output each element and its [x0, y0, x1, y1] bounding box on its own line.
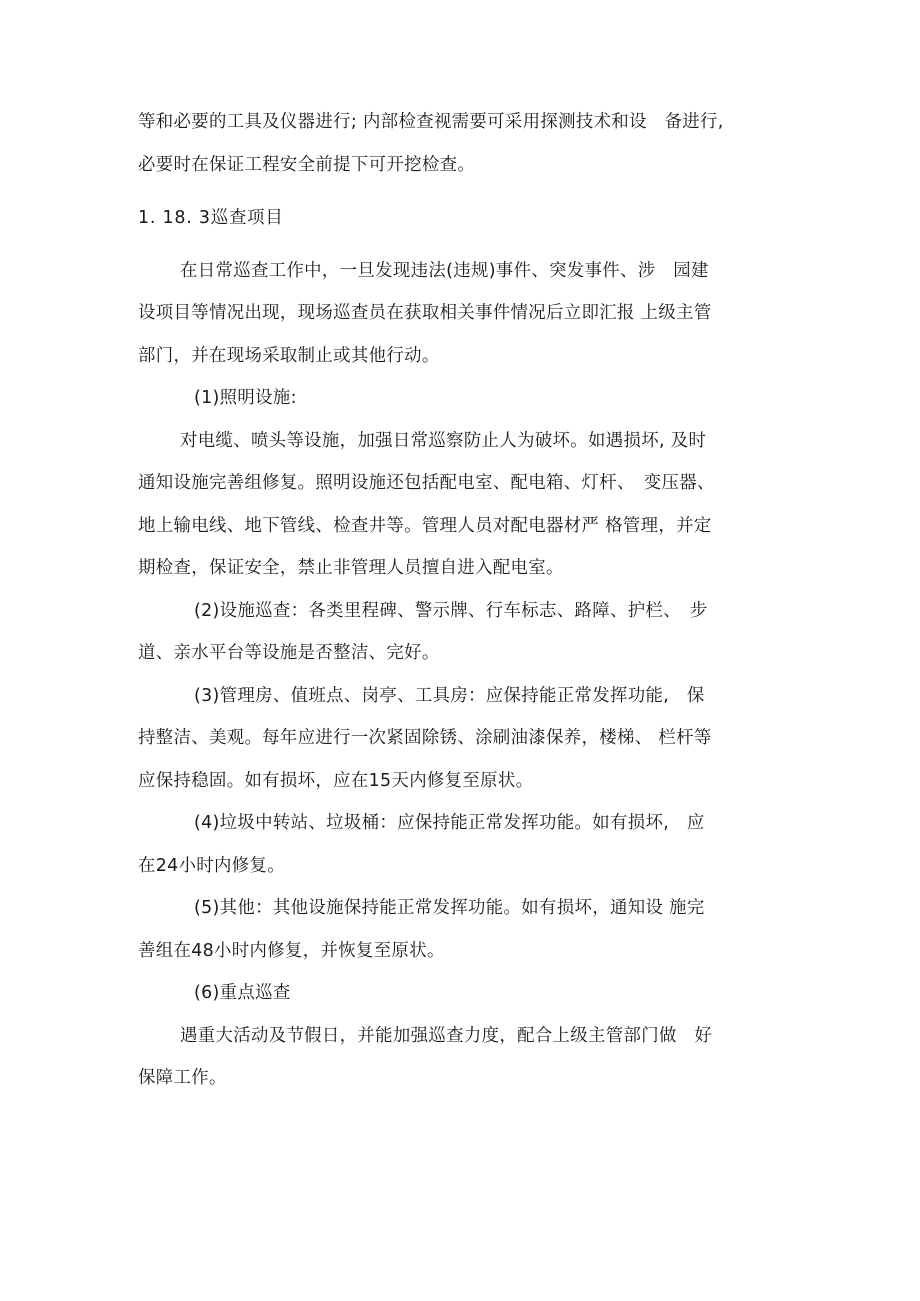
text-line: 部门，并在现场采取制止或其他行动。: [138, 346, 440, 366]
text-line: 在24小时内修复。: [138, 856, 286, 876]
item-heading: (6)重点巡查: [194, 983, 291, 1003]
text-line: 道、亲水平台等设施是否整洁、完好。: [138, 643, 440, 663]
text-line: 在日常巡查工作中，一旦发现违法(违规)事件、突发事件、涉 园建: [180, 261, 709, 281]
text-line: 善组在48小时内修复，并恢复至原状。: [138, 941, 445, 961]
text-line: 持整洁、美观。每年应进行一次紧固除锈、涂刷油漆保养，楼梯、 栏杆等: [138, 728, 712, 748]
text-line: 设项目等情况出现，现场巡查员在获取相关事件情况后立即汇报 上级主管: [138, 303, 712, 323]
text-line: 遇重大活动及节假日，并能加强巡查力度，配合上级主管部门做 好: [180, 1026, 713, 1046]
section-heading: 1. 18. 3巡查项目: [138, 208, 284, 228]
text-line: (4)垃圾中转站、垃圾桶：应保持能正常发挥功能。如有损坏, 应: [194, 813, 705, 833]
text-line: 对电缆、喷头等设施，加强日常巡察防止人为破坏。如遇损坏, 及时: [180, 431, 707, 451]
text-line: (3)管理房、值班点、岗亭、工具房：应保持能正常发挥功能, 保: [194, 686, 705, 706]
text-line: 保障工作。: [138, 1068, 227, 1088]
text-line: 应保持稳固。如有损坏，应在15天内修复至原状。: [138, 771, 534, 791]
text-line: (2)设施巡查：各类里程碑、警示牌、行车标志、路障、护栏、 步: [194, 601, 708, 621]
text-line: 必要时在保证工程安全前提下可开挖检查。: [138, 155, 476, 175]
text-line: 通知设施完善组修复。照明设施还包括配电室、配电箱、灯杆、 变压器、: [138, 473, 715, 493]
text-line: 等和必要的工具及仪器进行; 内部检查视需要可采用探测技术和设 备进行,: [138, 112, 724, 132]
text-line: 期检查，保证安全，禁止非管理人员擅自进入配电室。: [138, 558, 564, 578]
item-heading: (1)照明设施:: [194, 388, 297, 408]
text-line: 地上输电线、地下管线、检查井等。管理人员对配电器材严 格管理，并定: [138, 516, 712, 536]
text-line: (5)其他：其他设施保持能正常发挥功能。如有损坏，通知设 施完: [194, 898, 705, 918]
